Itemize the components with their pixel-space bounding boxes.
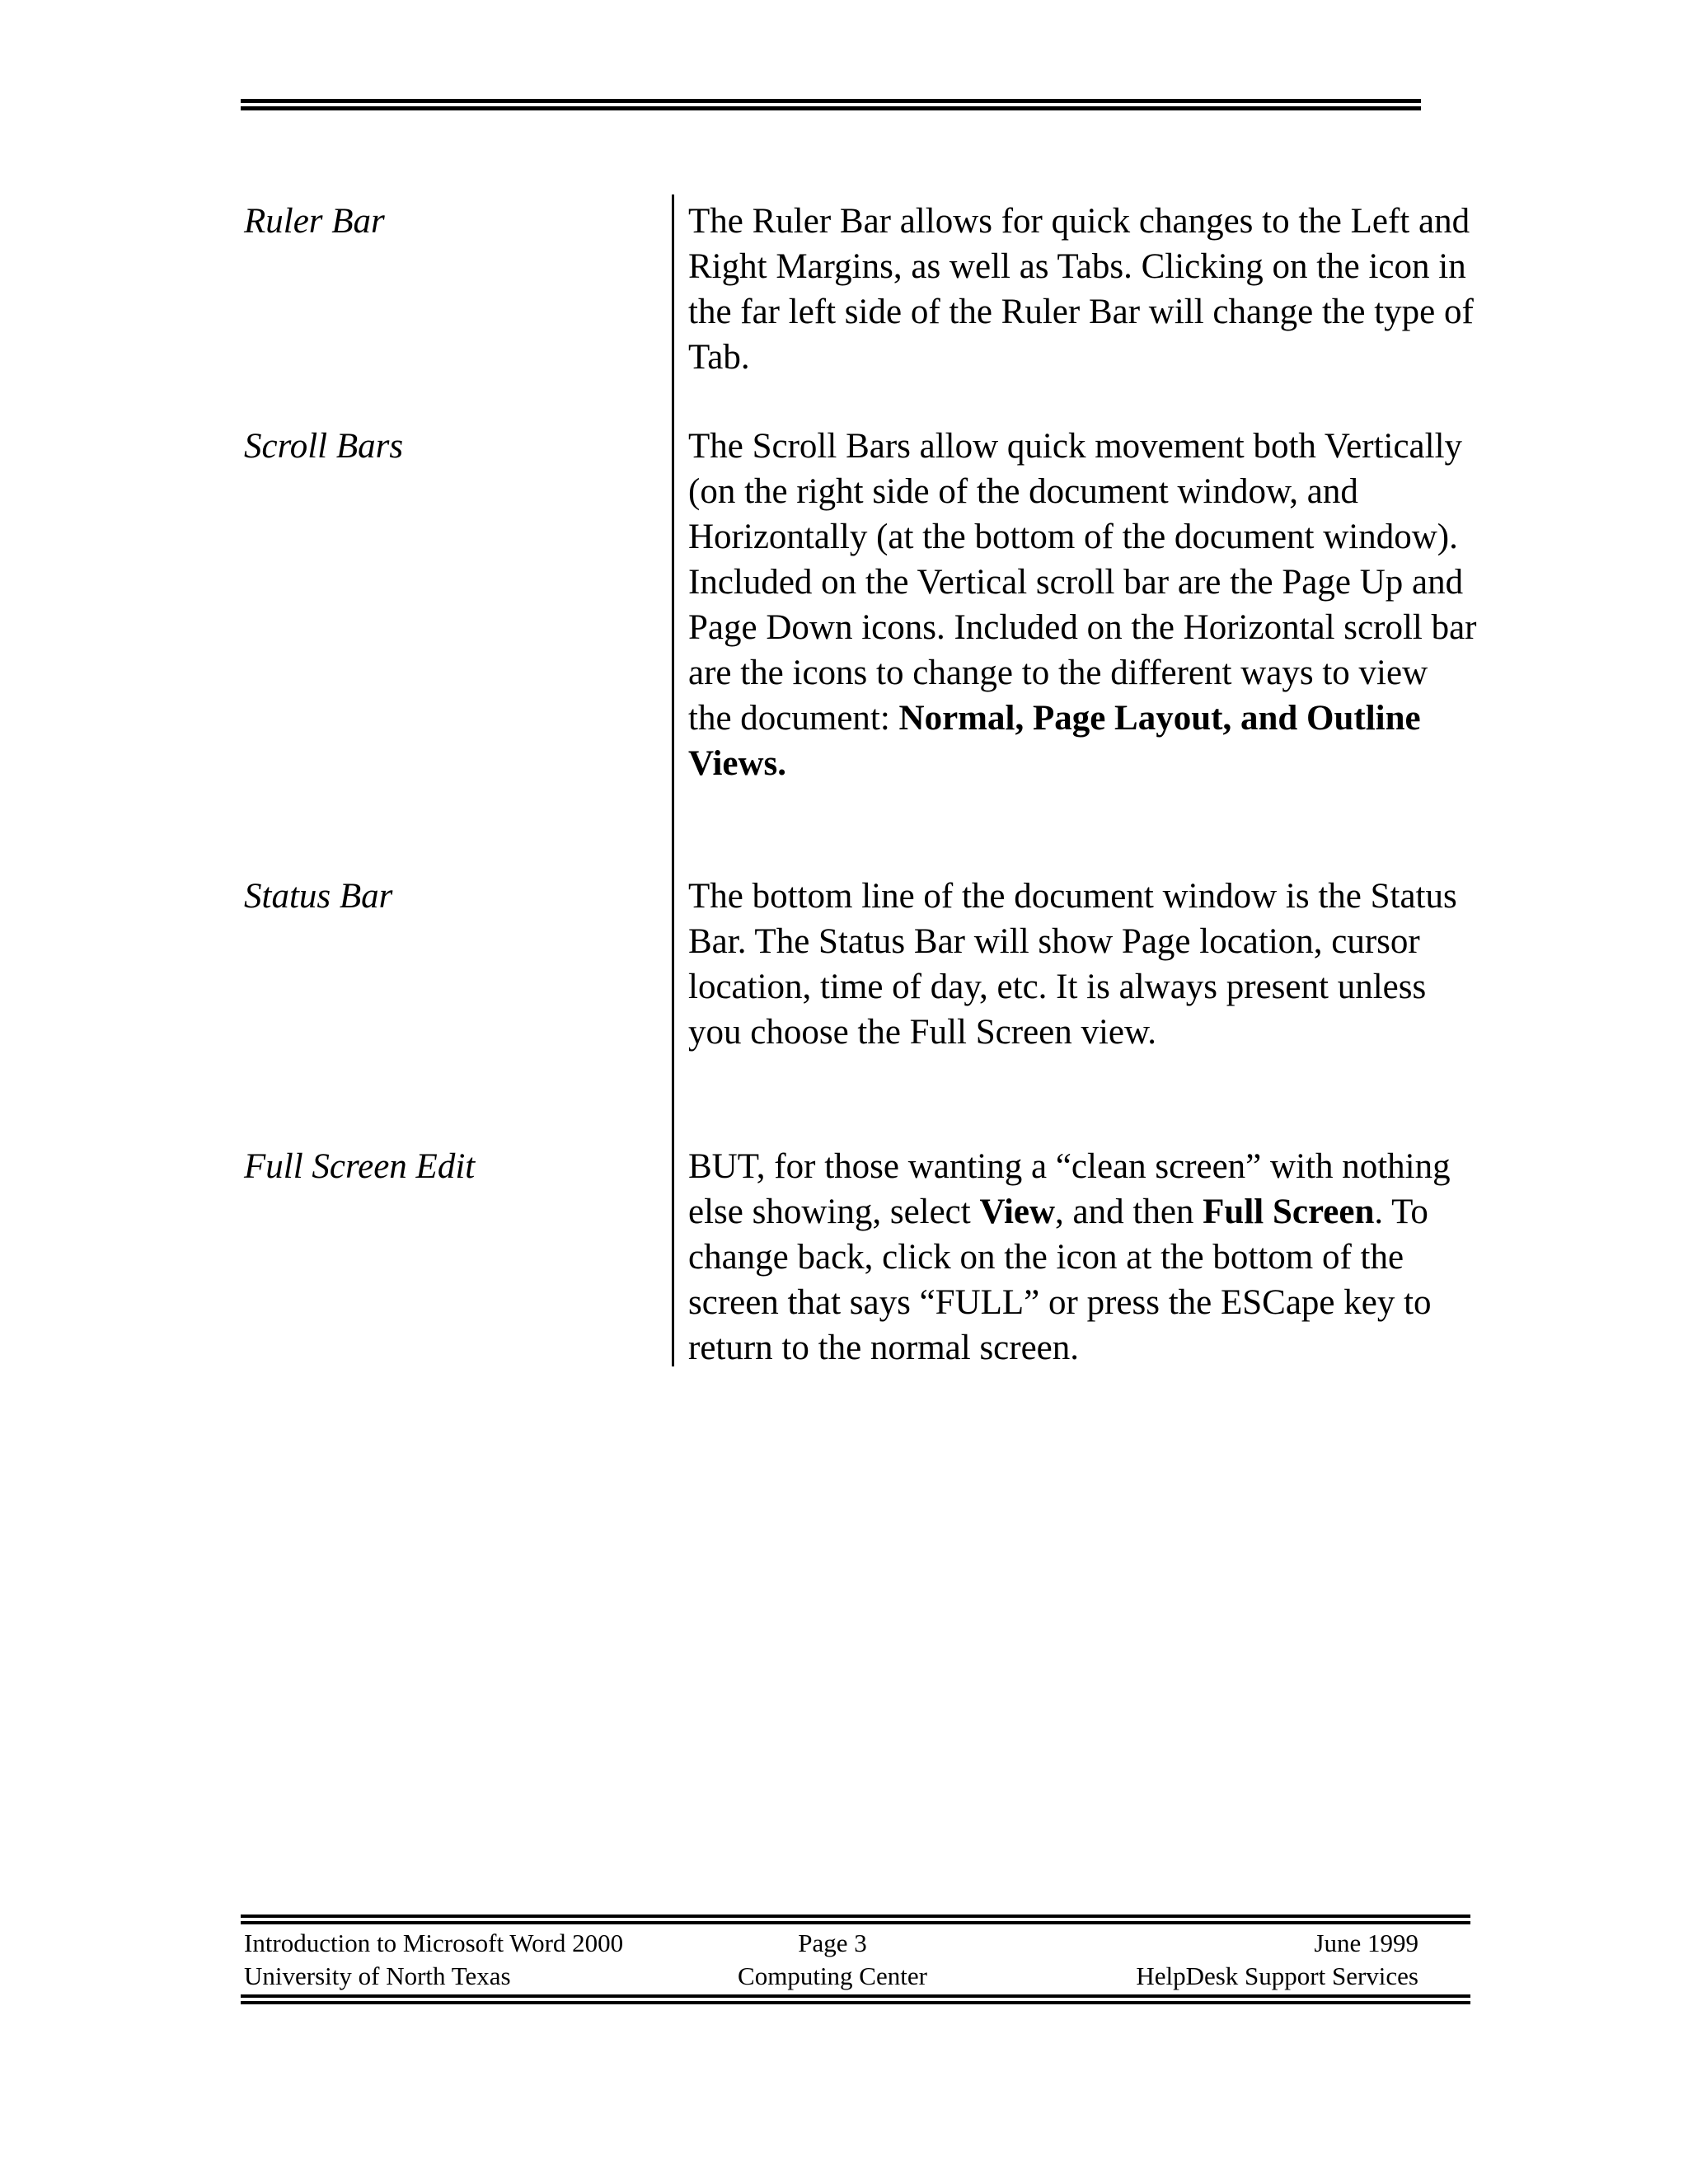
term-ruler-bar: Ruler Bar bbox=[244, 202, 385, 241]
footer-top-double-rule bbox=[241, 1915, 1470, 1924]
description-bold-segment: Full Screen bbox=[1203, 1193, 1375, 1231]
description-segment: BUT, for those wanting a “clean screen” with nothing else showing, select bbox=[688, 1147, 1451, 1231]
description-ruler-bar bbox=[688, 199, 1479, 380]
header-double-rule bbox=[241, 99, 1421, 110]
description-segment: The Scroll Bars allow quick movement both Vertically (on the right side of the document window, and Horizontally (at the bottom of the document window). Included on the Vertical scroll bar are the Page Up and Page Down icons. Included on the Horizontal scroll bar are the icons to change to the different ways to view the document: bbox=[688, 427, 1477, 738]
footer-date: June 1999 bbox=[1314, 1929, 1418, 1957]
footer-university: University of North Texas bbox=[244, 1961, 511, 1990]
column-divider bbox=[672, 194, 674, 1366]
footer-service: HelpDesk Support Services bbox=[1136, 1961, 1418, 1990]
footer-course-title: Introduction to Microsoft Word 2000 bbox=[244, 1929, 624, 1957]
description-segment: The bottom line of the document window is the Status Bar. The Status Bar will show Page location, cursor location, time of day, etc. It is always present unless you choose the Full Screen view. bbox=[688, 877, 1457, 1052]
term-status-bar: Status Bar bbox=[244, 877, 393, 916]
footer-department: Computing Center bbox=[738, 1961, 927, 1990]
term-full-screen-edit: Full Screen Edit bbox=[244, 1147, 476, 1186]
description-scroll-bars bbox=[688, 424, 1479, 786]
description-full-screen-edit bbox=[688, 1144, 1479, 1371]
term-scroll-bars: Scroll Bars bbox=[244, 427, 404, 466]
footer-bottom-double-rule bbox=[241, 1994, 1470, 2004]
footer-page-number: Page 3 bbox=[798, 1929, 867, 1957]
description-segment: The Ruler Bar allows for quick changes to the Left and Right Margins, as well as Tabs. Clicking on the icon in the far left side of the Ruler Bar will change the type of Tab. bbox=[688, 202, 1474, 377]
description-segment: . To change back, click on the icon at the bottom of the screen that says “FULL” or press the ESCape key to return to the normal screen. bbox=[688, 1193, 1432, 1367]
description-bold-segment: Normal, Page Layout, and Outline Views. bbox=[688, 699, 1421, 783]
description-segment: , and then bbox=[1055, 1193, 1203, 1231]
description-bold-segment: View bbox=[979, 1193, 1056, 1231]
description-status-bar bbox=[688, 874, 1479, 1055]
